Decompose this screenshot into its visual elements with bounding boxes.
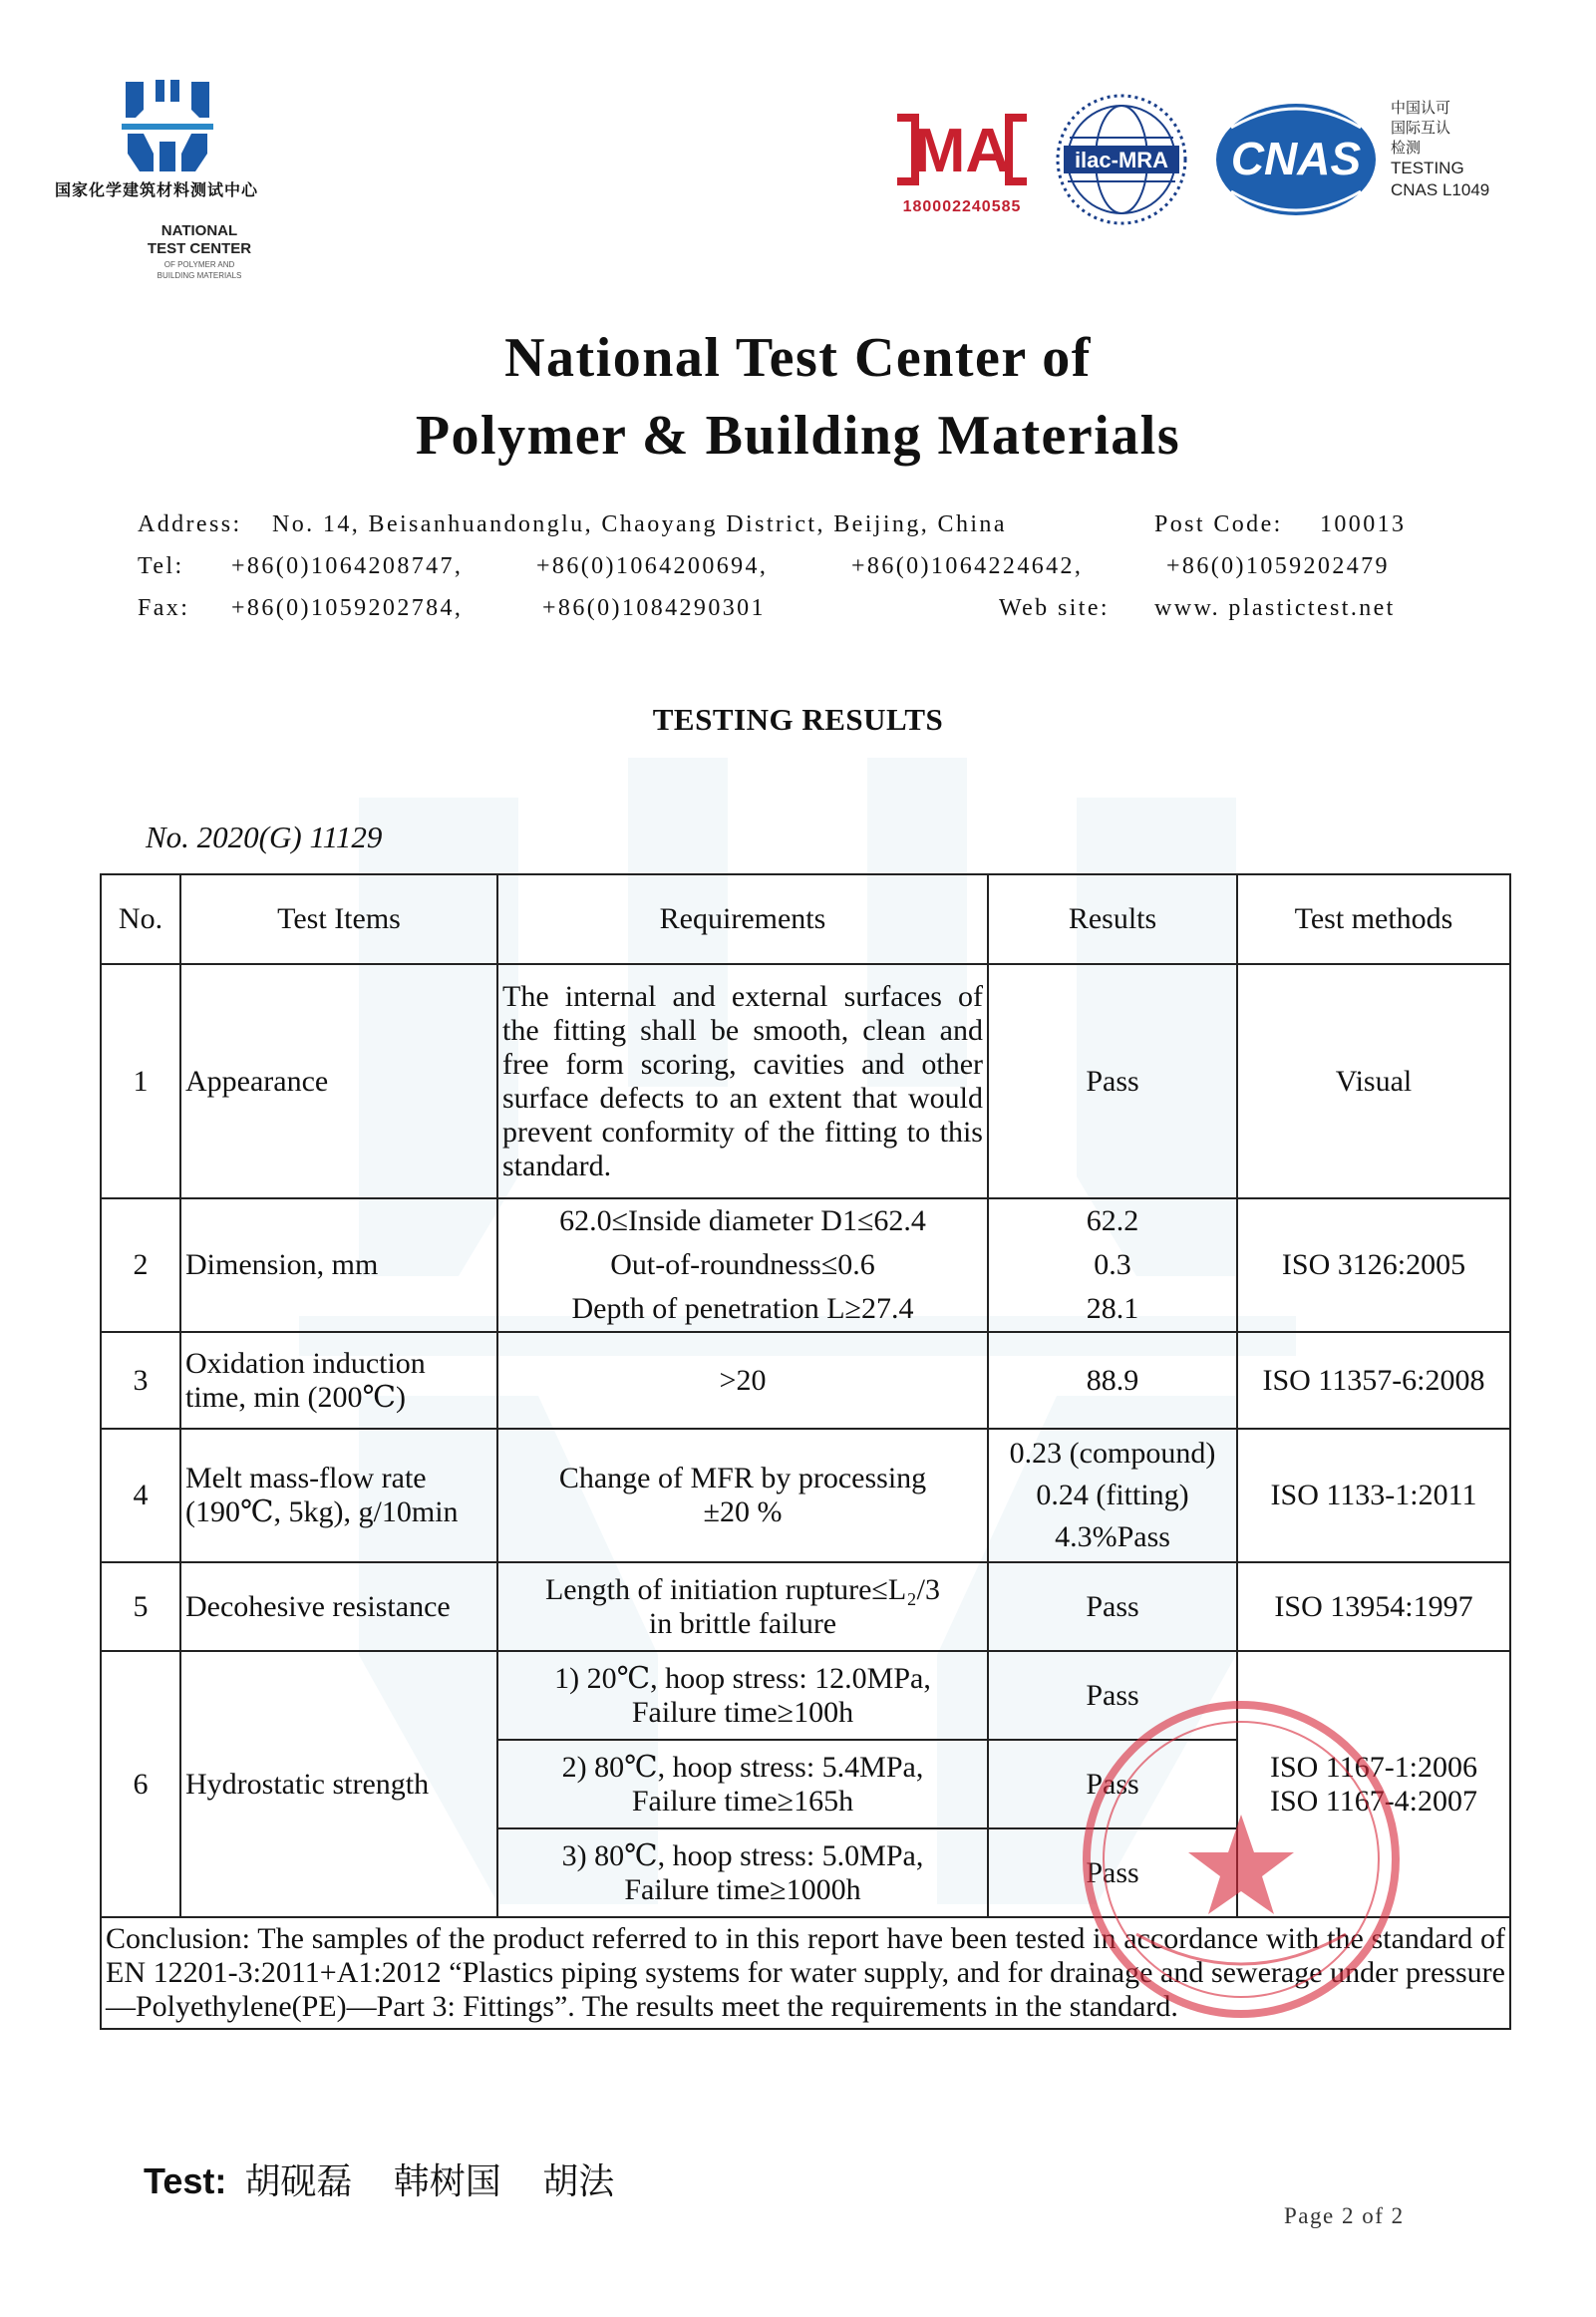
tel-label: Tel:	[138, 553, 184, 579]
row-test-item	[180, 1429, 497, 1562]
requirement-line: Failure time≥165h	[631, 1784, 854, 1818]
test-center-logo	[55, 80, 289, 280]
item-line: Oxidation induction	[185, 1346, 426, 1380]
row-test-method: ISO 3126:2005	[1237, 1198, 1510, 1332]
table-row	[101, 964, 1510, 1198]
row-requirement	[497, 1429, 988, 1562]
cnas-text-line: CNAS L1049	[1391, 180, 1490, 199]
tel-number: +86(0)1064208747,	[231, 553, 464, 579]
logo-english-small-1: OF POLYMER AND	[163, 260, 235, 269]
row-test-method: ISO 11357-6:2008	[1237, 1332, 1510, 1429]
website-label: Web site:	[999, 595, 1110, 621]
cnas-text-line: 国际互认	[1391, 119, 1451, 137]
postcode-label: Post Code:	[1154, 511, 1283, 537]
tel-number: +86(0)1059202479	[1166, 553, 1390, 579]
ilac-mra-mark	[1052, 90, 1191, 234]
cnas-text-line: 中国认可	[1391, 99, 1451, 117]
requirement-line: Out-of-roundness≤0.6	[610, 1248, 875, 1281]
requirement-line: Change of MFR by processing	[558, 1462, 927, 1494]
cma-number: 180002240585	[902, 198, 1022, 215]
header-test-items: Test Items	[180, 874, 497, 964]
requirement-line: Length of initiation rupture≤L₂/3	[544, 1572, 940, 1606]
cnas-mark	[1211, 100, 1381, 224]
row-result: Pass	[988, 1562, 1237, 1651]
cma-logo-icon	[887, 110, 1037, 189]
row-test-method: Visual	[1237, 964, 1510, 1198]
row-no: 6	[101, 1651, 180, 1917]
row-test-item: Decohesive resistance	[180, 1562, 497, 1651]
postcode-value: 100013	[1320, 511, 1407, 537]
section-title: TESTING RESULTS	[652, 702, 944, 737]
test-center-emblem-icon	[122, 80, 213, 171]
result-line: 0.23 (compound)	[1009, 1437, 1216, 1470]
method-line: ISO 1167-1:2006	[1269, 1750, 1478, 1784]
ilac-mra-globe-icon	[1052, 90, 1191, 229]
document-title	[0, 319, 1596, 475]
result-line: 4.3%Pass	[1055, 1520, 1170, 1553]
address-label: Address:	[138, 511, 242, 537]
header-requirements: Requirements	[497, 874, 988, 964]
contact-block	[138, 503, 1453, 629]
fax-number: +86(0)1059202784,	[231, 595, 464, 621]
row-no: 5	[101, 1562, 180, 1651]
cnas-text-line: 检测	[1391, 139, 1422, 157]
row-requirement	[497, 1651, 988, 1740]
requirement-line: 1) 20℃, hoop stress: 12.0MPa,	[554, 1661, 931, 1695]
result-line: 0.24 (fitting)	[1036, 1479, 1189, 1511]
row-no: 2	[101, 1198, 180, 1332]
row-requirements	[497, 1198, 988, 1332]
header-results: Results	[988, 874, 1237, 964]
fax-label: Fax:	[138, 595, 190, 621]
logo-chinese-name: 国家化学建筑材料测试中心	[55, 180, 259, 199]
cnas-logo-icon	[1211, 100, 1381, 219]
row-test-item: Dimension, mm	[180, 1198, 497, 1332]
website-link[interactable]: www. plastictest.net	[1154, 595, 1396, 621]
test-label: Test:	[144, 2160, 227, 2201]
table-row	[101, 1562, 1510, 1651]
tel-number: +86(0)1064200694,	[536, 553, 769, 579]
cnas-description	[1391, 98, 1489, 201]
cma-label: MA	[913, 117, 1011, 185]
requirement-line: Depth of penetration L≥27.4	[571, 1292, 914, 1325]
table-header-row	[101, 874, 1510, 964]
logo-english-name-2: TEST CENTER	[147, 240, 252, 257]
row-no: 3	[101, 1332, 180, 1429]
official-seal-stamp	[1077, 1695, 1406, 2024]
header-no: No.	[101, 874, 180, 964]
requirement-line: in brittle failure	[648, 1606, 837, 1640]
fax-number: +86(0)1084290301	[542, 595, 766, 621]
test-signature	[144, 2153, 614, 2204]
row-requirement	[497, 1828, 988, 1917]
row-test-item	[180, 1332, 497, 1429]
table-row	[101, 1429, 1510, 1562]
row-no: 1	[101, 964, 180, 1198]
logo-english-small-2: BUILDING MATERIALS	[157, 271, 242, 280]
ilac-label: ilac-MRA	[1074, 148, 1169, 172]
requirement-line: 62.0≤Inside diameter D1≤62.4	[559, 1204, 926, 1237]
row-test-item: Appearance	[180, 964, 497, 1198]
row-results	[988, 1429, 1237, 1562]
table-row	[101, 1332, 1510, 1429]
row-requirement: The internal and external surfaces of the fitting shall be smooth, clean and free form scoring, cavities and other surface defects to an extent that would prevent conformity of the fitting to this standard.	[497, 964, 988, 1198]
requirement-line: Failure time≥1000h	[624, 1872, 861, 1906]
title-line-2: Polymer & Building Materials	[415, 405, 1181, 467]
address-row	[138, 503, 1453, 545]
table-row	[101, 1198, 1510, 1332]
requirement-line: 3) 80℃, hoop stress: 5.0MPa,	[561, 1838, 924, 1872]
cnas-text-line: TESTING	[1391, 159, 1464, 177]
row-no: 4	[101, 1429, 180, 1562]
logo-english-name-1: NATIONAL	[160, 222, 238, 239]
requirement-line: 2) 80℃, hoop stress: 5.4MPa,	[561, 1750, 924, 1784]
item-line: Melt mass-flow rate	[185, 1462, 427, 1494]
row-requirement	[497, 1740, 988, 1828]
row-result: Pass	[988, 1651, 1237, 1740]
title-line-1: National Test Center of	[504, 327, 1092, 389]
cma-mark	[887, 110, 1037, 216]
requirement-line: ±20 %	[703, 1495, 783, 1528]
conclusion-text: Conclusion: The samples of the product referred to in this report have been tested in accordance with the standard of EN 12201-3:2011+A1:2012 “Plastics piping systems for water supply, and for drainage and sewerage under pressure—Polyethylene(PE)—Part 3: Fittings”. The results meet the requirements in the standard.	[101, 1917, 1510, 2029]
row-test-item: Hydrostatic strength	[180, 1651, 497, 1917]
row-requirement: >20	[497, 1332, 988, 1429]
row-result: Pass	[988, 1740, 1237, 1828]
tel-number: +86(0)1064224642,	[851, 553, 1084, 579]
address-value: No. 14, Beisanhuandonglu, Chaoyang District, Beijing, China	[272, 511, 1007, 537]
row-test-method: ISO 13954:1997	[1237, 1562, 1510, 1651]
cnas-label: CNAS	[1230, 133, 1362, 184]
row-results	[988, 1198, 1237, 1332]
row-result: 88.9	[988, 1332, 1237, 1429]
row-test-method: ISO 1133-1:2011	[1237, 1429, 1510, 1562]
result-line: 28.1	[1086, 1292, 1139, 1325]
item-line: (190℃, 5kg), g/10min	[185, 1495, 459, 1528]
report-number: No. 2020(G) 11129	[146, 820, 383, 854]
tester-names: 胡砚磊 韩树国 胡法	[244, 2161, 615, 2202]
header-test-methods: Test methods	[1237, 874, 1510, 964]
page-number: Page 2 of 2	[1284, 2203, 1405, 2228]
tel-row	[138, 545, 1453, 587]
item-line: time, min (200℃)	[185, 1380, 407, 1414]
fax-row	[138, 587, 1453, 629]
row-result: Pass	[988, 964, 1237, 1198]
result-line: 0.3	[1094, 1248, 1131, 1281]
method-line: ISO 1167-4:2007	[1269, 1784, 1478, 1818]
certification-marks	[877, 90, 1515, 239]
result-line: 62.2	[1086, 1204, 1139, 1237]
requirement-line: Failure time≥100h	[631, 1695, 854, 1729]
row-requirement	[497, 1562, 988, 1651]
row-result: Pass	[988, 1828, 1237, 1917]
